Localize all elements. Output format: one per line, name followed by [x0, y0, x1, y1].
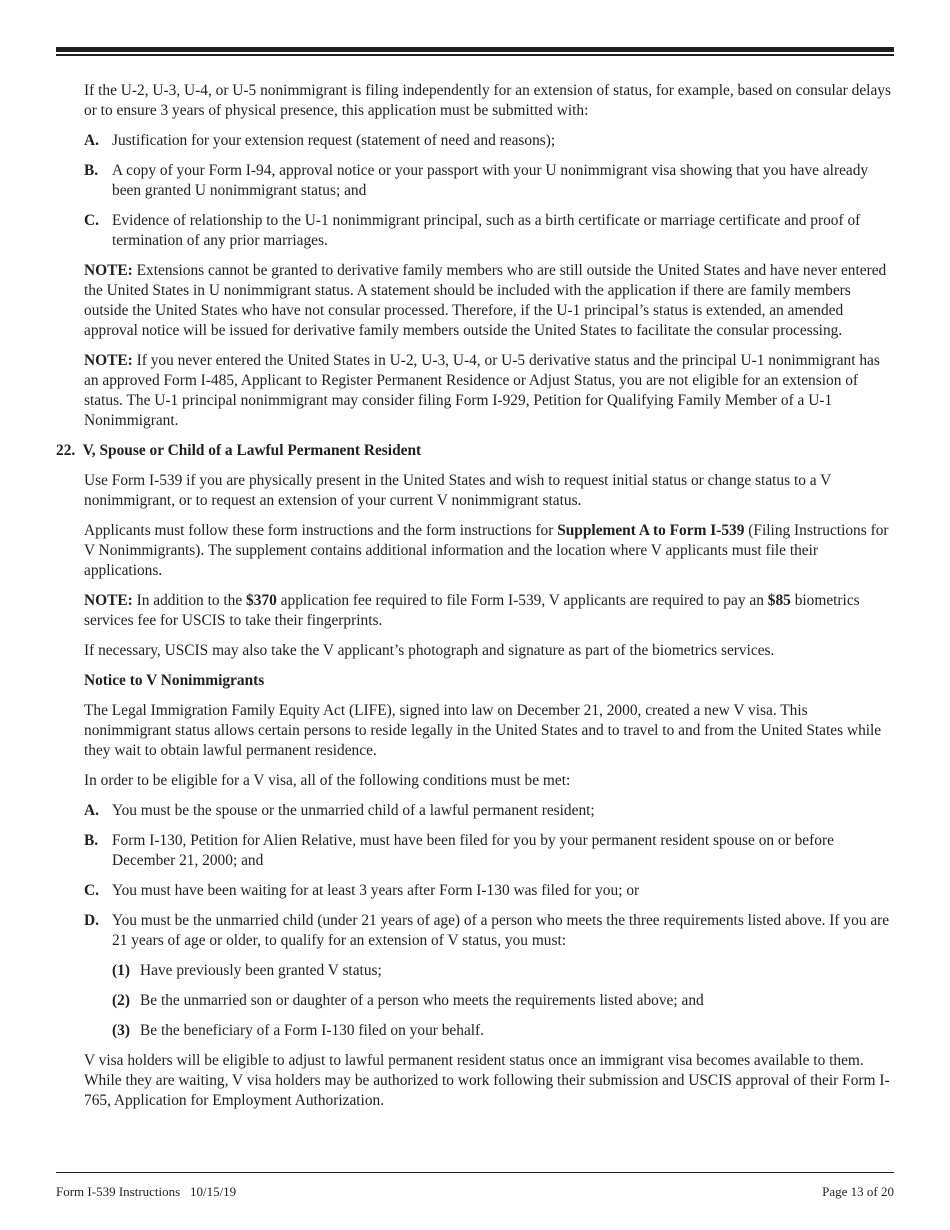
notice-heading: Notice to V Nonimmigrants: [84, 672, 265, 689]
section-title: V, Spouse or Child of a Lawful Permanent Resident: [82, 442, 422, 459]
use-form-paragraph: Use Form I-539 if you are physically present in the United States and wish to request initial status or change status to a V nonimmigrant, or to request an extension of your current V nonimmigrant status.: [84, 472, 832, 509]
sub-list-item: (3) Be the beneficiary of a Form I-130 filed on your behalf.: [112, 1022, 485, 1039]
list-item: C. You must have been waiting for at least 3 years after Form I-130 was filed for you; or: [84, 882, 640, 899]
sub-list-item: (1) Have previously been granted V status;: [112, 962, 382, 979]
section-22-heading: [56, 441, 894, 461]
note-never-entered: NOTE: If you never entered the United States in U-2, U-3, U-4, or U-5 derivative status and the principal U-1 nonimmigrant has an approved Form I-485, Applicant to Register Permanent Residence or Adjust Status, you are not eligible for an extension of status. The U-1 principal nonimmigrant may consider filing Form I-929, Petition for Qualifying Family Member of a U-1 Nonimmigrant.: [84, 352, 880, 429]
intro-paragraph: If the U-2, U-3, U-4, or U-5 nonimmigrant is filing independently for an extension of status, for example, based on consular delays or to ensure 3 years of physical presence, this application must be submitted with:: [84, 82, 891, 119]
footer-form-id: Form I-539 Instructions 10/15/19: [56, 1184, 237, 1199]
sub-list-item: (2) Be the unmarried son or daughter of a person who meets the requirements listed above; and: [112, 992, 704, 1009]
list-item: A. Justification for your extension request (statement of need and reasons);: [84, 132, 556, 149]
note-extensions: NOTE: Extensions cannot be granted to derivative family members who are still outside the United States and have never entered the United States in U nonimmigrant status. A statement should be included with the application if there are family members outside the United States who have not consular processed. Therefore, if the U-1 principal’s status is extended, an amended approval notice will be issued for derivative family members outside the United States to facilitate the consular processing.: [84, 262, 887, 339]
life-act-paragraph: The Legal Immigration Family Equity Act (LIFE), signed into law on December 21, 2000, created a new V visa. This nonimmigrant status allows certain persons to reside legally in the United States and to travel to and from the United States while they wait to obtain lawful permanent residence.: [84, 702, 882, 759]
applicants-paragraph: Applicants must follow these form instructions and the form instructions for Supplement A to Form I-539 (Filing Instructions for V Nonimmigrants). The supplement contains additional information and the location where V applicants must file their applications.: [84, 522, 889, 579]
eligibility-paragraph: In order to be eligible for a V visa, all of the following conditions must be met:: [84, 772, 571, 789]
note-fees: NOTE: In addition to the $370 application fee required to file Form I-539, V applicants are required to pay an $85 biometrics services fee for USCIS to take their fingerprints.: [84, 592, 860, 629]
biometrics-paragraph: If necessary, USCIS may also take the V applicant’s photograph and signature as part of the biometrics services.: [84, 642, 775, 659]
final-paragraph: V visa holders will be eligible to adjust to lawful permanent resident status once an immigrant visa becomes available to them. While they are waiting, V visa holders may be authorized to work following their submission and USCIS approval of their Form I-765, Application for Employment Authorization.: [84, 1052, 890, 1109]
header-rule: [56, 47, 894, 52]
header-rule-thin: [56, 54, 894, 56]
section-number: 22.: [56, 442, 76, 459]
footer-rule: [56, 1172, 894, 1173]
list-item: B. Form I-130, Petition for Alien Relative, must have been filed for you by your permanent resident spouse on or before December 21, 2000; and: [84, 832, 834, 869]
list-item: B. A copy of your Form I-94, approval notice or your passport with your U nonimmigrant visa showing that you have already been granted U nonimmigrant status; and: [84, 162, 869, 199]
list-item: A. You must be the spouse or the unmarried child of a lawful permanent resident;: [84, 802, 595, 819]
list-item: C. Evidence of relationship to the U-1 nonimmigrant principal, such as a birth certificate or marriage certificate and proof of termination of any prior marriages.: [84, 212, 861, 249]
page-content: [56, 81, 894, 1121]
list-item: D. You must be the unmarried child (under 21 years of age) of a person who meets the three requirements listed above. If you are 21 years of age or older, to qualify for an extension of V status, you must:: [84, 912, 890, 949]
footer-page-number: Page 13 of 20: [822, 1184, 894, 1199]
